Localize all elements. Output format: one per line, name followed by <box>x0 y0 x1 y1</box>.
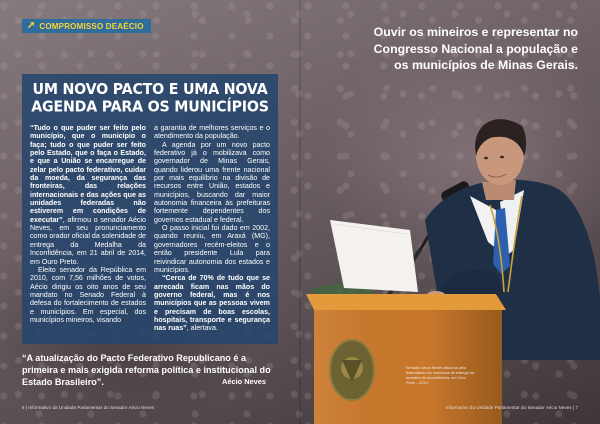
article-paragraph <box>30 124 146 266</box>
right-headline: Ouvir os mineiros e representar no Congresso Nacional a população e os municípios de Minas Gerais. <box>373 25 578 72</box>
article-column-left <box>30 124 146 324</box>
opening-quote: “Tudo o que puder ser feito pelo município, que o município o faça; tudo o que puder ser feito pelo Estado, que o faça o Estado, e que a União se encarregue de zelar pelo pacto federativo, cuidar da moeda, da segurança das fronteiras, das relações internacionais e das ações que as unidades federadas não estiverem em condições de executar” <box>30 124 146 224</box>
article-paragraph: A agenda por um novo pacto federativo já o mobilizava como governador de Minas Gerais, quando liderou uma frente nacional por mais equilíbrio na divisão de recursos entre União, estados e municípios, buscando dar maior autonomia financeira às prefeituras fortemente dependentes dos governos estadual e federal. <box>154 140 270 224</box>
footer-left: 6 | Informativo da Unidade Parlamentar do Senador Aécio Neves <box>22 405 155 410</box>
article-column-right <box>154 124 270 333</box>
photo-caption: Senador Aécio Neves discursa pelo federalismo em cerimônia de entrega da medalha da Inconfidência, em Ouro Preto – 2014. <box>406 366 474 385</box>
inline-quote: “Cerca de 70% de tudo que se arrecada ficam nas mãos do governo federal, mas é nos municípios que as pessoas vivem e precisam de boas escolas, hospitais, transporte e segurança nas ruas” <box>154 274 270 333</box>
paragraph-text: , afirmou o senador Aécio Neves, em seu pronunciamento como orador oficial da solenidade de entrega da Medalha da Inconfidência, em 21 abril de 2014, em Ouro Preto. <box>30 215 146 266</box>
section-tag-label: COMPROMISSO DEAÉCIO <box>39 21 144 31</box>
paragraph-text: , alertava. <box>186 324 218 333</box>
section-tag <box>22 19 151 33</box>
paper-sheet <box>330 220 418 292</box>
article-paragraph: O passo inicial foi dado em 2002, quando reuniu, em Araxá (MG), governadores recém-eleitos e o então presidente Lula para reivindicar autonomia dos estados e municípios. <box>154 224 270 274</box>
article-paragraph: a garantia de melhores serviços e o atendimento da população. <box>154 124 270 141</box>
article-panel <box>22 74 278 344</box>
article-paragraph <box>154 274 270 332</box>
pull-quote-author: Aécio Neves <box>222 377 266 386</box>
footer-right: Informativo da Unidade Parlamentar do Senador Aécio Neves | 7 <box>445 405 578 410</box>
arrow-up-right-icon: ➚ <box>27 20 36 31</box>
article-paragraph: Eleito senador da República em 2010, com 7,56 milhões de votos, Aécio dirigiu os oito anos de seu mandato no Senado Federal à defesa do fortalecimento de estados e municípios. Em especial, dos municípios mineiros, visando <box>30 265 146 324</box>
article-title: UM NOVO PACTO E UMA NOVA AGENDA PARA OS MUNICÍPIOS <box>31 81 269 116</box>
pull-quote: “A atualização do Pacto Federativo Republicano é a primeira e mais exigida reforma política e institucional do Estado Brasileiro”. <box>22 353 271 387</box>
